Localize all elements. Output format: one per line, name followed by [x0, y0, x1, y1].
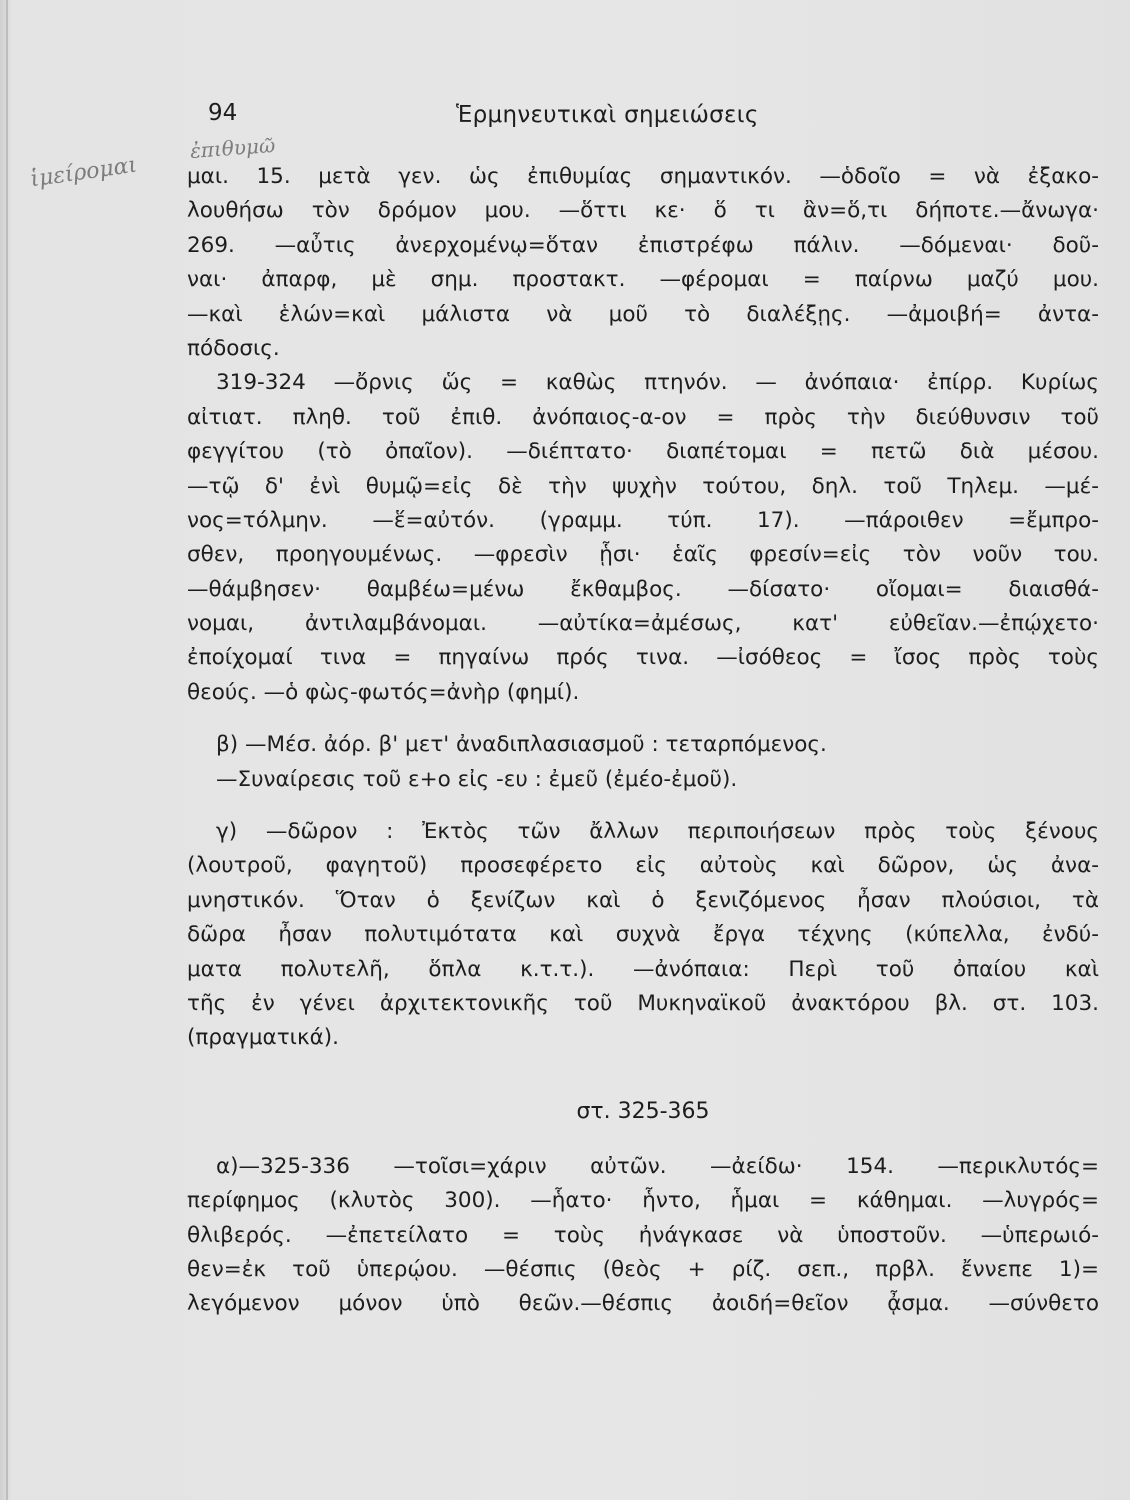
- text-line: 319-324 —ὄρνις ὥς = καθὼς πτηνόν. — ἀνόπαια· ἐπίρρ. Κυρίως: [216, 370, 1099, 396]
- paragraph-1: [187, 160, 1099, 366]
- page-number: 94: [208, 100, 238, 126]
- text-line: —καὶ ἑλών=καὶ μάλιστα νὰ μοῦ τὸ διαλέξῃς. —ἀμοιβή= ἀντα-: [187, 301, 1099, 327]
- text-line: θεν=ἐκ τοῦ ὑπερῴου. —θέσπις (θεὸς + ρίζ. σεπ., πρβλ. ἔννεπε 1)=: [187, 1256, 1099, 1282]
- text-line: ἐποίχομαί τινα = πηγαίνω πρός τινα. —ἰσόθεος = ἴσος πρὸς τοὺς: [187, 645, 1099, 671]
- text-line: —θάμβησεν· θαμβέω=μένω ἔκθαμβος. —δίσατο· οἴομαι= διαισθά-: [187, 576, 1099, 602]
- text-line: μνηστικόν. Ὅταν ὁ ξενίζων καὶ ὁ ξενιζόμενος ἦσαν πλούσιοι, τὰ: [187, 887, 1099, 913]
- text-line: σθεν, προηγουμένως. —φρεσὶν ᾗσι· ἑαῖς φρεσίν=εἰς τὸν νοῦν του.: [187, 542, 1099, 568]
- section-heading: στ. 325-365: [576, 1098, 710, 1124]
- text-line: λουθήσω τὸν δρόμον μου. —ὅττι κε· ὅ τι ἂν=ὅ,τι δήποτε.—ἄνωγα·: [187, 198, 1099, 224]
- paragraph-2: [187, 366, 1099, 710]
- paragraph-5: [187, 1150, 1099, 1322]
- text-line: α)—325-336 —τοῖσι=χάριν αὐτῶν. —ἀείδω· 154. —περικλυτός=: [216, 1153, 1099, 1179]
- text-line: —Συναίρεσις τοῦ ε+ο εἰς -ευ : ἐμεῦ (ἐμέο-ἐμοῦ).: [216, 766, 738, 792]
- text-line: 269. —αὖτις ἀνερχομένῳ=ὅταν ἐπιστρέφω πάλιν. —δόμεναι· δοῦ-: [187, 232, 1099, 258]
- text-line: περίφημος (κλυτὸς 300). —ἧατο· ἧντο, ἧμαι = κάθημαι. —λυγρός=: [187, 1188, 1099, 1214]
- text-line: δῶρα ἦσαν πολυτιμότατα καὶ συχνὰ ἔργα τέχνης (κύπελλα, ἐνδύ-: [187, 922, 1099, 948]
- text-line: νος=τόλμην. —ἕ=αὐτόν. (γραμμ. τύπ. 17). —πάροιθεν =ἔμπρο-: [187, 507, 1099, 533]
- text-line: φεγγίτου (τὸ ὀπαῖον). —διέπτατο· διαπέτομαι = πετῶ διὰ μέσου.: [187, 439, 1099, 465]
- page-binding-edge: [6, 0, 8, 1500]
- commentary-body: [187, 160, 1099, 1322]
- text-line: (πραγματικά).: [187, 1025, 340, 1051]
- text-line: —τῷ δ' ἐνὶ θυμῷ=εἰς δὲ τὴν ψυχὴν τούτου, δηλ. τοῦ Τηλεμ. —μέ-: [187, 473, 1099, 499]
- text-line: β) —Μέσ. ἀόρ. β' μετ' ἀναδιπλασιασμοῦ : τεταρπόμενος.: [216, 732, 827, 758]
- paragraph-3: [187, 728, 1099, 797]
- text-line: νομαι, ἀντιλαμβάνομαι. —αὐτίκα=ἀμέσως, κατ' εὐθεῖαν.—ἐπῴχετο·: [187, 611, 1099, 637]
- handwritten-note-top: ἐπιθυμῶ: [189, 133, 276, 163]
- page-header: [0, 100, 1130, 140]
- text-line: μαι. 15. μετὰ γεν. ὡς ἐπιθυμίας σημαντικόν. —ὁδοῖο = νὰ ἐξακο-: [187, 164, 1099, 189]
- text-line: (λουτροῦ, φαγητοῦ) προσεφέρετο εἰς αὐτοὺς καὶ δῶρον, ὡς ἀνα-: [187, 853, 1099, 879]
- text-line: θλιβερός. —ἐπετείλατο = τοὺς ἠνάγκασε νὰ ὑποστοῦν. —ὑπερωιό-: [187, 1222, 1099, 1248]
- running-title: Ἑρμηνευτικαὶ σημειώσεις: [456, 102, 759, 128]
- handwritten-note-margin: ἱμείρομαι: [28, 152, 139, 193]
- text-line: λεγόμενον μόνον ὑπὸ θεῶν.—θέσπις ἀοιδή=θεῖον ᾆσμα. —σύνθετο: [187, 1291, 1099, 1317]
- text-line: αἰτιατ. πληθ. τοῦ ἐπιθ. ἀνόπαιος-α-ον = πρὸς τὴν διεύθυνσιν τοῦ: [187, 404, 1099, 430]
- text-line: ναι· ἀπαρφ, μὲ σημ. προστακτ. —φέρομαι = παίρνω μαζύ μου.: [187, 267, 1099, 293]
- paragraph-4: [187, 815, 1099, 1056]
- text-line: θεούς. —ὁ φὼς-φωτός=ἀνὴρ (φημί).: [187, 679, 580, 705]
- text-line: τῆς ἐν γένει ἀρχιτεκτονικῆς τοῦ Μυκηναϊκοῦ ἀνακτόρου βλ. στ. 103.: [187, 990, 1099, 1016]
- text-line: ματα πολυτελῆ, ὅπλα κ.τ.τ.). —ἀνόπαια: Περὶ τοῦ ὀπαίου καὶ: [187, 956, 1099, 982]
- text-line: πόδοσις.: [187, 335, 280, 361]
- text-line: γ) —δῶρον : Ἐκτὸς τῶν ἄλλων περιποιήσεων πρὸς τοὺς ξένους: [216, 819, 1099, 845]
